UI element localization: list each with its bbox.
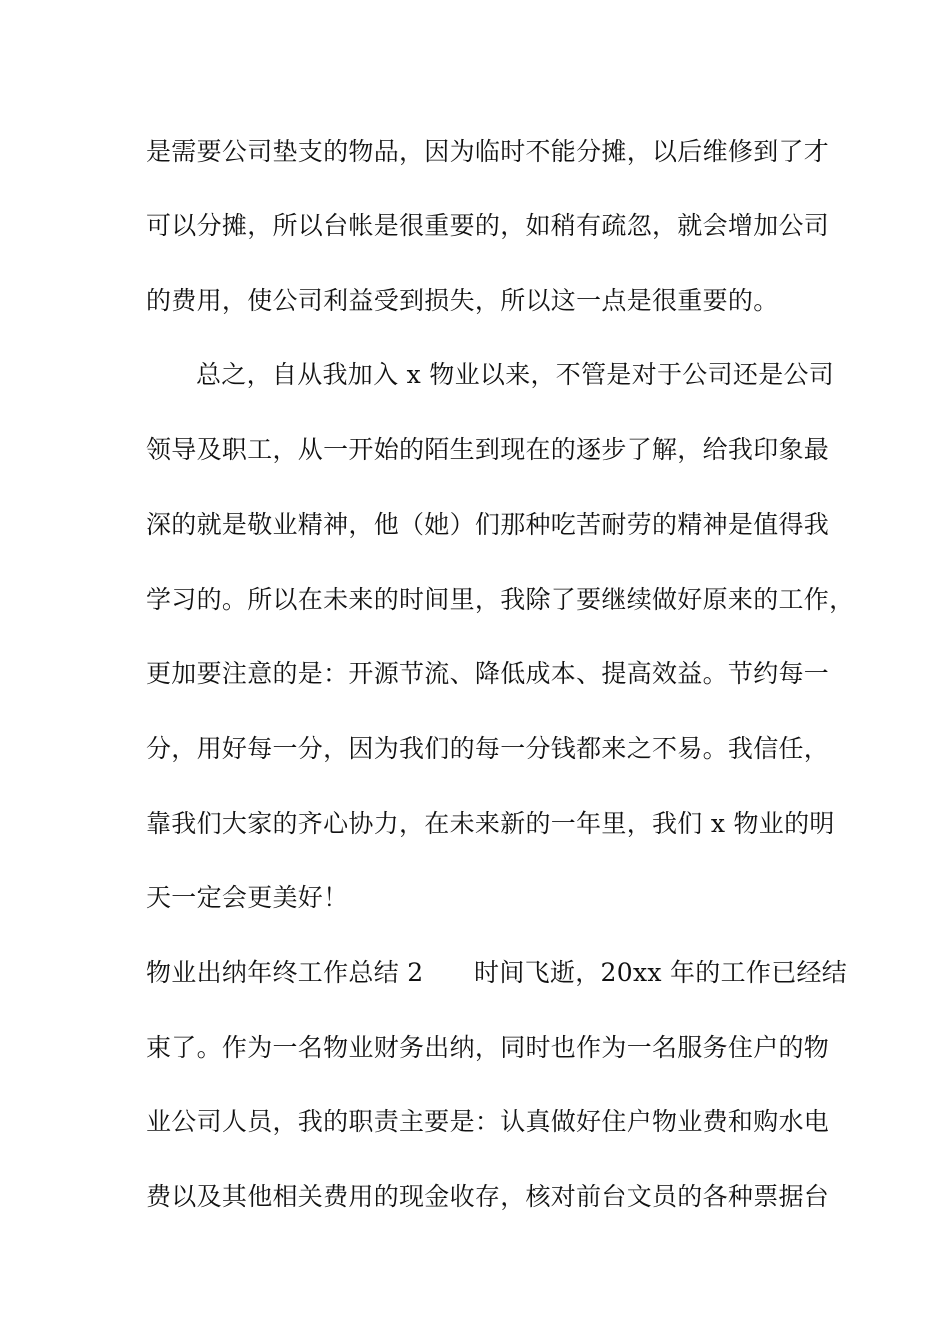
text-line: 的费用，使公司利益受到损失，所以这一点是很重要的。 — [146, 286, 779, 315]
paragraph-first-line: 总之，自从我加入 x 物业以来，不管是对于公司还是公司 — [196, 360, 835, 389]
text-line: 费以及其他相关费用的现金收存，核对前台文员的各种票据台 — [146, 1182, 830, 1211]
section-heading-line: 物业出纳年终工作总结 2 时间飞逝，20xx 年的工作已经结 — [146, 958, 848, 987]
text-line: 领导及职工，从一开始的陌生到现在的逐步了解，给我印象最 — [146, 435, 830, 464]
text-line: 靠我们大家的齐心协力，在未来新的一年里，我们 x 物业的明 — [146, 809, 835, 838]
text-line: 深的就是敬业精神，他（她）们那种吃苦耐劳的精神是值得我 — [146, 510, 830, 539]
text-line: 是需要公司垫支的物品，因为临时不能分摊，以后维修到了才 — [146, 137, 830, 166]
text-line: 可以分摊，所以台帐是很重要的，如稍有疏忽，就会增加公司 — [146, 211, 830, 240]
text-line: 业公司人员，我的职责主要是：认真做好住户物业费和购水电 — [146, 1107, 830, 1136]
text-line: 分，用好每一分，因为我们的每一分钱都来之不易。我信任， — [146, 734, 830, 763]
text-line: 更加要注意的是：开源节流、降低成本、提高效益。节约每一 — [146, 659, 830, 688]
text-line: 束了。作为一名物业财务出纳，同时也作为一名服务住户的物 — [146, 1033, 830, 1062]
text-line: 学习的。所以在未来的时间里，我除了要继续做好原来的工作， — [146, 585, 855, 614]
text-line: 天一定会更美好！ — [146, 883, 349, 912]
